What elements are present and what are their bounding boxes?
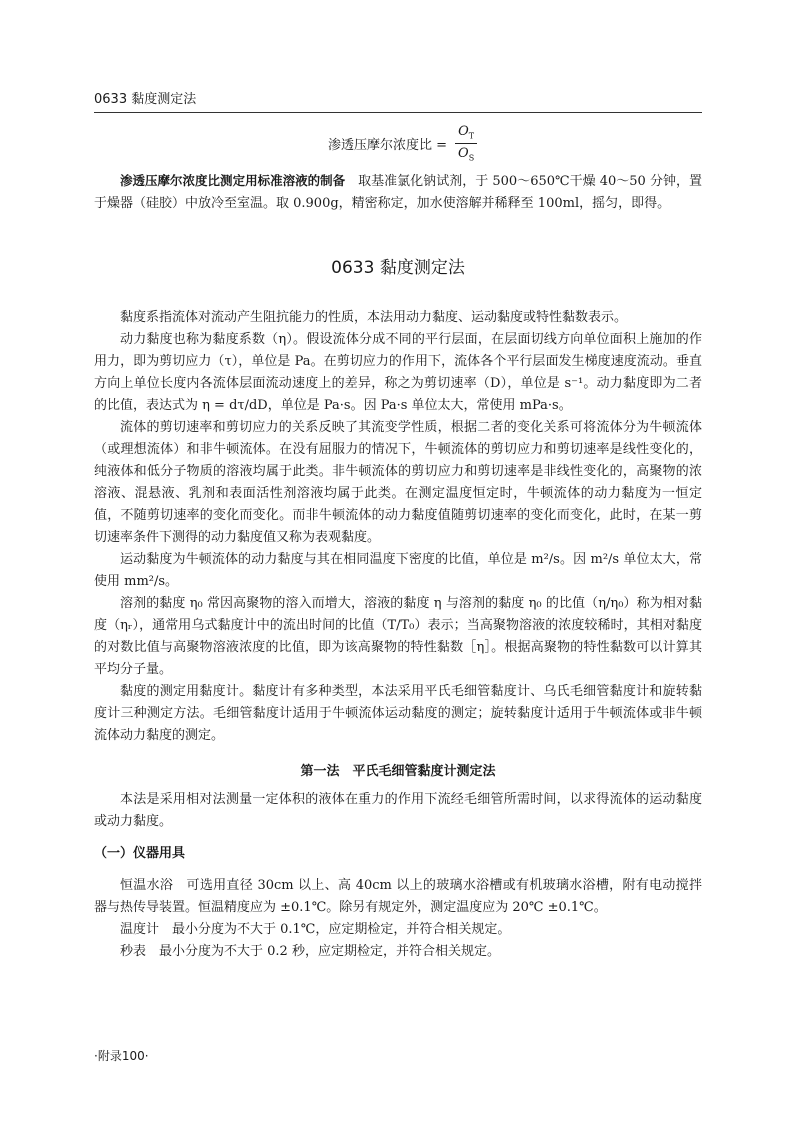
- section-title: 0633 黏度测定法: [331, 258, 465, 278]
- formula-denominator: $O_S$: [458, 145, 475, 163]
- apparatus-item: 温度计 最小分度为不大于 0.1℃，应定期检定，并符合相关规定。: [120, 922, 511, 937]
- body-paragraph: 黏度系指流体对流动产生阻抗能力的性质，本法用动力黏度、运动黏度或特性黏数表示。: [120, 310, 628, 325]
- body-paragraph: 黏度的测定用黏度计。黏度计有多种类型，本法采用平氏毛细管黏度计、乌氏毛细管黏度计和旋转黏度计三种测定方法。毛细管黏度计适用于牛顿流体运动黏度的测定；旋转黏度计适用于牛顿流体或非牛顿流体动力黏度的测定。: [94, 684, 702, 743]
- formula-label: 渗透压摩尔浓度比 =: [328, 137, 448, 153]
- body-paragraph: 溶剂的黏度 η₀ 常因高聚物的溶入而增大，溶液的黏度 η 与溶剂的黏度 η₀ 的比值（η/η₀）称为相对黏度（ηᵣ），通常用乌式黏度计中的流出时间的比值（T/T₀）表示；当高聚物溶液的浓度较稀时，其相对黏度的对数比值与高聚物溶液浓度的比值，即为该高聚物的特性黏数［η］。根据高聚物的特性黏数可以计算其平均分子量。: [94, 596, 702, 677]
- osmolality-ratio-formula: [328, 123, 477, 163]
- prep-text: 取基准氯化钠试剂，于 500～650℃干燥 40～50 分钟，置于燥器（硅胶）中放冷至室温。取 0.900g，精密称定，加水使溶解并稀释至 100ml，摇匀，即得。: [94, 174, 702, 211]
- formula-fraction: [455, 124, 477, 162]
- apparatus-item: 恒温水浴 可选用直径 30cm 以上、高 40cm 以上的玻璃水浴槽或有机玻璃水浴槽，附有电动搅拌器与热传导装置。恒温精度应为 ±0.1℃。除另有规定外，测定温度应为 20℃ ±0.1℃。: [94, 878, 702, 915]
- page-footer: ·附录100·: [94, 1049, 149, 1063]
- running-header: 0633 黏度测定法: [94, 88, 702, 113]
- body-paragraph: 动力黏度也称为黏度系数（η）。假设流体分成不同的平行层面，在层面切线方向单位面积上施加的作用力，即为剪切应力（τ），单位是 Pa。在剪切应力的作用下，流体各个平行层面发生梯度速度流动。垂直方向上单位长度内各流体层面流动速度上的差异，称之为剪切速率（D），单位是 s⁻¹。动力黏度即为二者的比值，表达式为 η = dτ/dD，单位是 Pa·s。因 Pa·s 单位太大，常使用 mPa·s。: [94, 332, 702, 413]
- method-one-intro: 本法是采用相对法测量一定体积的液体在重力的作用下流经毛细管所需时间，以求得流体的运动黏度或动力黏度。: [94, 792, 702, 829]
- body-paragraph: 运动黏度为牛顿流体的动力黏度与其在相同温度下密度的比值，单位是 m²/s。因 m²/s 单位太大，常使用 mm²/s。: [94, 552, 702, 589]
- method-one-title: 第一法 平氏毛细管黏度计测定法: [300, 764, 496, 779]
- prep-heading: 渗透压摩尔浓度比测定用标准溶液的制备: [120, 173, 346, 188]
- body-paragraph: 流体的剪切速率和剪切应力的关系反映了其流变学性质，根据二者的变化关系可将流体分为牛顿流体（或理想流体）和非牛顿流体。在没有屈服力的情况下，牛顿流体的剪切应力和剪切速率是线性变化的，纯液体和低分子物质的溶液均属于此类。非牛顿流体的剪切应力和剪切速率是非线性变化的，高聚物的浓溶液、混悬液、乳剂和表面活性剂溶液均属于此类。在测定温度恒定时，牛顿流体的动力黏度为一恒定值，不随剪切速率的变化而变化。而非牛顿流体的动力黏度值随剪切速率的变化而变化，此时，在某一剪切速率条件下测得的动力黏度值又称为表观黏度。: [94, 420, 702, 545]
- prep-paragraph: [94, 170, 702, 215]
- page-body: [94, 170, 702, 963]
- formula-numerator: $O_T$: [455, 124, 477, 144]
- apparatus-heading: （一）仪器用具: [94, 846, 186, 861]
- apparatus-item: 秒表 最小分度为不大于 0.2 秒，应定期检定，并符合相关规定。: [120, 944, 500, 959]
